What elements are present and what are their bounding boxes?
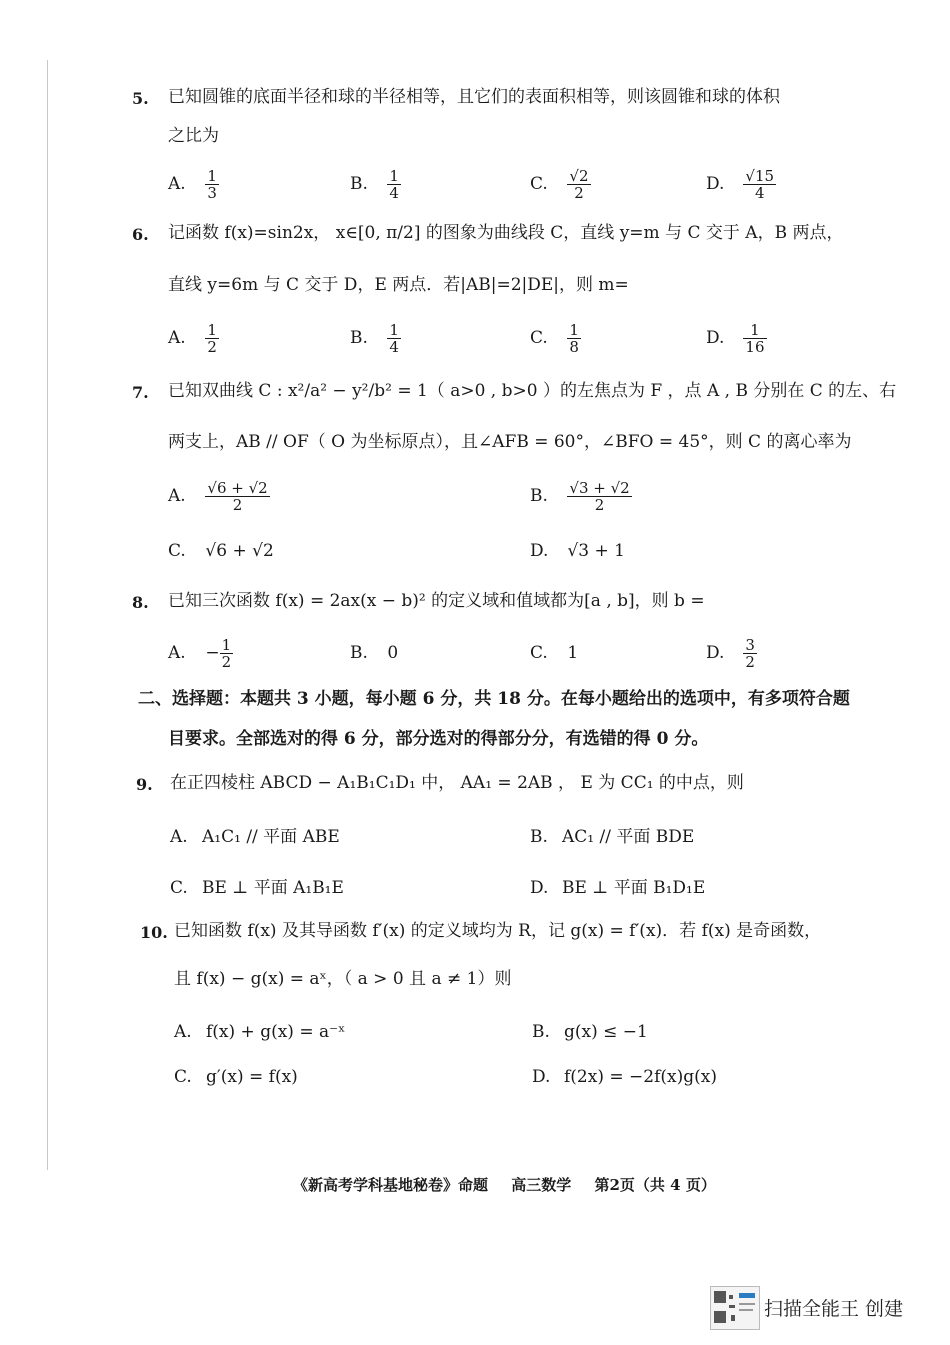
fraction: $\frac{1}{4}$ xyxy=(389,167,399,202)
fraction: $\frac{√6 + √2}{2}$ xyxy=(207,479,268,514)
fraction: $\frac{√2}{2}$ xyxy=(569,167,589,202)
option-d: D. $\frac{1}{16}$ xyxy=(706,321,765,356)
option-a: A. $\frac{√6 + √2}{2}$ xyxy=(168,479,268,514)
option-a: A. f(x) + g(x) = a⁻ˣ xyxy=(174,1022,346,1042)
option-b: B. $\frac{√3 + √2}{2}$ xyxy=(530,479,630,514)
option-c: C. $\frac{1}{8}$ xyxy=(530,321,579,356)
page-edge-shadow xyxy=(47,60,48,1170)
question-6-text-line1: 记函数 f(x)=sin2x， x∈[0, π/2] 的图象为曲线段 C，直线 y=m 与 C 交于 A，B 两点， xyxy=(168,223,844,243)
question-6-text-line2: 直线 y=6m 与 C 交于 D，E 两点．若|AB|=2|DE|，则 m= xyxy=(168,275,629,295)
qr-code-icon xyxy=(710,1286,760,1330)
question-5-text-line2: 之比为 xyxy=(168,126,219,146)
question-5-text-line1: 已知圆锥的底面半径和球的半径相等，且它们的表面积相等，则该圆锥和球的体积 xyxy=(168,87,780,107)
footer-source: 《新高考学科基地秘卷》命题 xyxy=(293,1176,489,1194)
option-a: A. − $\frac{1}{2}$ xyxy=(168,636,232,671)
question-8-text-line1: 已知三次函数 f(x) = 2ax(x − b)² 的定义域和值域都为[a , b]，则 b = xyxy=(168,591,705,611)
question-5-number: 5. xyxy=(132,89,149,108)
option-d: D. BE ⊥ 平面 B₁D₁E xyxy=(530,878,706,898)
option-d: D. $\frac{3}{2}$ xyxy=(706,636,755,671)
option-d: D. √3 + 1 xyxy=(530,541,625,561)
fraction: $\frac{1}{3}$ xyxy=(207,167,217,202)
option-d: D. $\frac{√15}{4}$ xyxy=(706,167,775,202)
option-c: C. $\frac{√2}{2}$ xyxy=(530,167,589,202)
question-10-text-line1: 已知函数 f(x) 及其导函数 f′(x) 的定义域均为 R，记 g(x) = f′(x)．若 f(x) 是奇函数， xyxy=(174,921,822,941)
question-10-text-line2: 且 f(x) − g(x) = aˣ，（ a > 0 且 a ≠ 1）则 xyxy=(174,969,512,989)
footer-page-number: 第2页（共 4 页） xyxy=(594,1176,716,1194)
option-a: A. $\frac{1}{2}$ xyxy=(168,321,217,356)
question-7-text-line1: 已知双曲线 C : x²/a² − y²/b² = 1（ a>0 , b>0 ）的左焦点为 F ，点 A , B 分别在 C 的左、右 xyxy=(168,381,897,401)
option-a: A. A₁C₁ // 平面 ABE xyxy=(170,827,340,847)
page-footer xyxy=(293,1174,734,1195)
footer-subject: 高三数学 xyxy=(511,1176,572,1194)
section-2-heading-line1: 二、选择题：本题共 3 小题，每小题 6 分，共 18 分。在每小题给出的选项中，有多项符合题 xyxy=(138,689,850,709)
question-7-number: 7. xyxy=(132,383,149,402)
option-c: C. √6 + √2 xyxy=(168,541,274,561)
fraction: $\frac{1}{16}$ xyxy=(745,321,765,356)
option-a: A. $\frac{1}{3}$ xyxy=(168,167,217,202)
option-b: B. AC₁ // 平面 BDE xyxy=(530,827,695,847)
option-d: D. f(2x) = −2f(x)g(x) xyxy=(532,1067,717,1087)
question-6-number: 6. xyxy=(132,225,149,244)
fraction: $\frac{1}{2}$ xyxy=(221,636,232,671)
option-b: B. $\frac{1}{4}$ xyxy=(350,167,399,202)
question-7-text-line2: 两支上，AB // OF（ O 为坐标原点），且∠AFB = 60°，∠BFO = 45°，则 C 的离心率为 xyxy=(168,432,852,452)
scanner-watermark: 扫描全能王 创建 xyxy=(764,1298,904,1320)
fraction: $\frac{1}{8}$ xyxy=(569,321,579,356)
option-b: B. g(x) ≤ −1 xyxy=(532,1022,648,1042)
fraction: $\frac{1}{2}$ xyxy=(207,321,217,356)
fraction: $\frac{√15}{4}$ xyxy=(745,167,775,202)
fraction: $\frac{3}{2}$ xyxy=(745,636,755,671)
option-c: C. BE ⊥ 平面 A₁B₁E xyxy=(170,878,344,898)
section-2-heading-line2: 目要求。全部选对的得 6 分，部分选对的得部分分，有选错的得 0 分。 xyxy=(168,729,709,749)
option-c: C. g′(x) = f(x) xyxy=(174,1067,298,1087)
question-9-text-line1: 在正四棱柱 ABCD − A₁B₁C₁D₁ 中， AA₁ = 2AB ， E 为 CC₁ 的中点，则 xyxy=(170,773,744,793)
option-c: C. 1 xyxy=(530,643,579,663)
option-b: B. $\frac{1}{4}$ xyxy=(350,321,399,356)
question-8-number: 8. xyxy=(132,593,149,612)
option-b: B. 0 xyxy=(350,643,399,663)
question-9-number: 9. xyxy=(136,775,153,794)
fraction: $\frac{1}{4}$ xyxy=(389,321,399,356)
fraction: $\frac{√3 + √2}{2}$ xyxy=(569,479,630,514)
question-10-number: 10. xyxy=(140,923,168,942)
